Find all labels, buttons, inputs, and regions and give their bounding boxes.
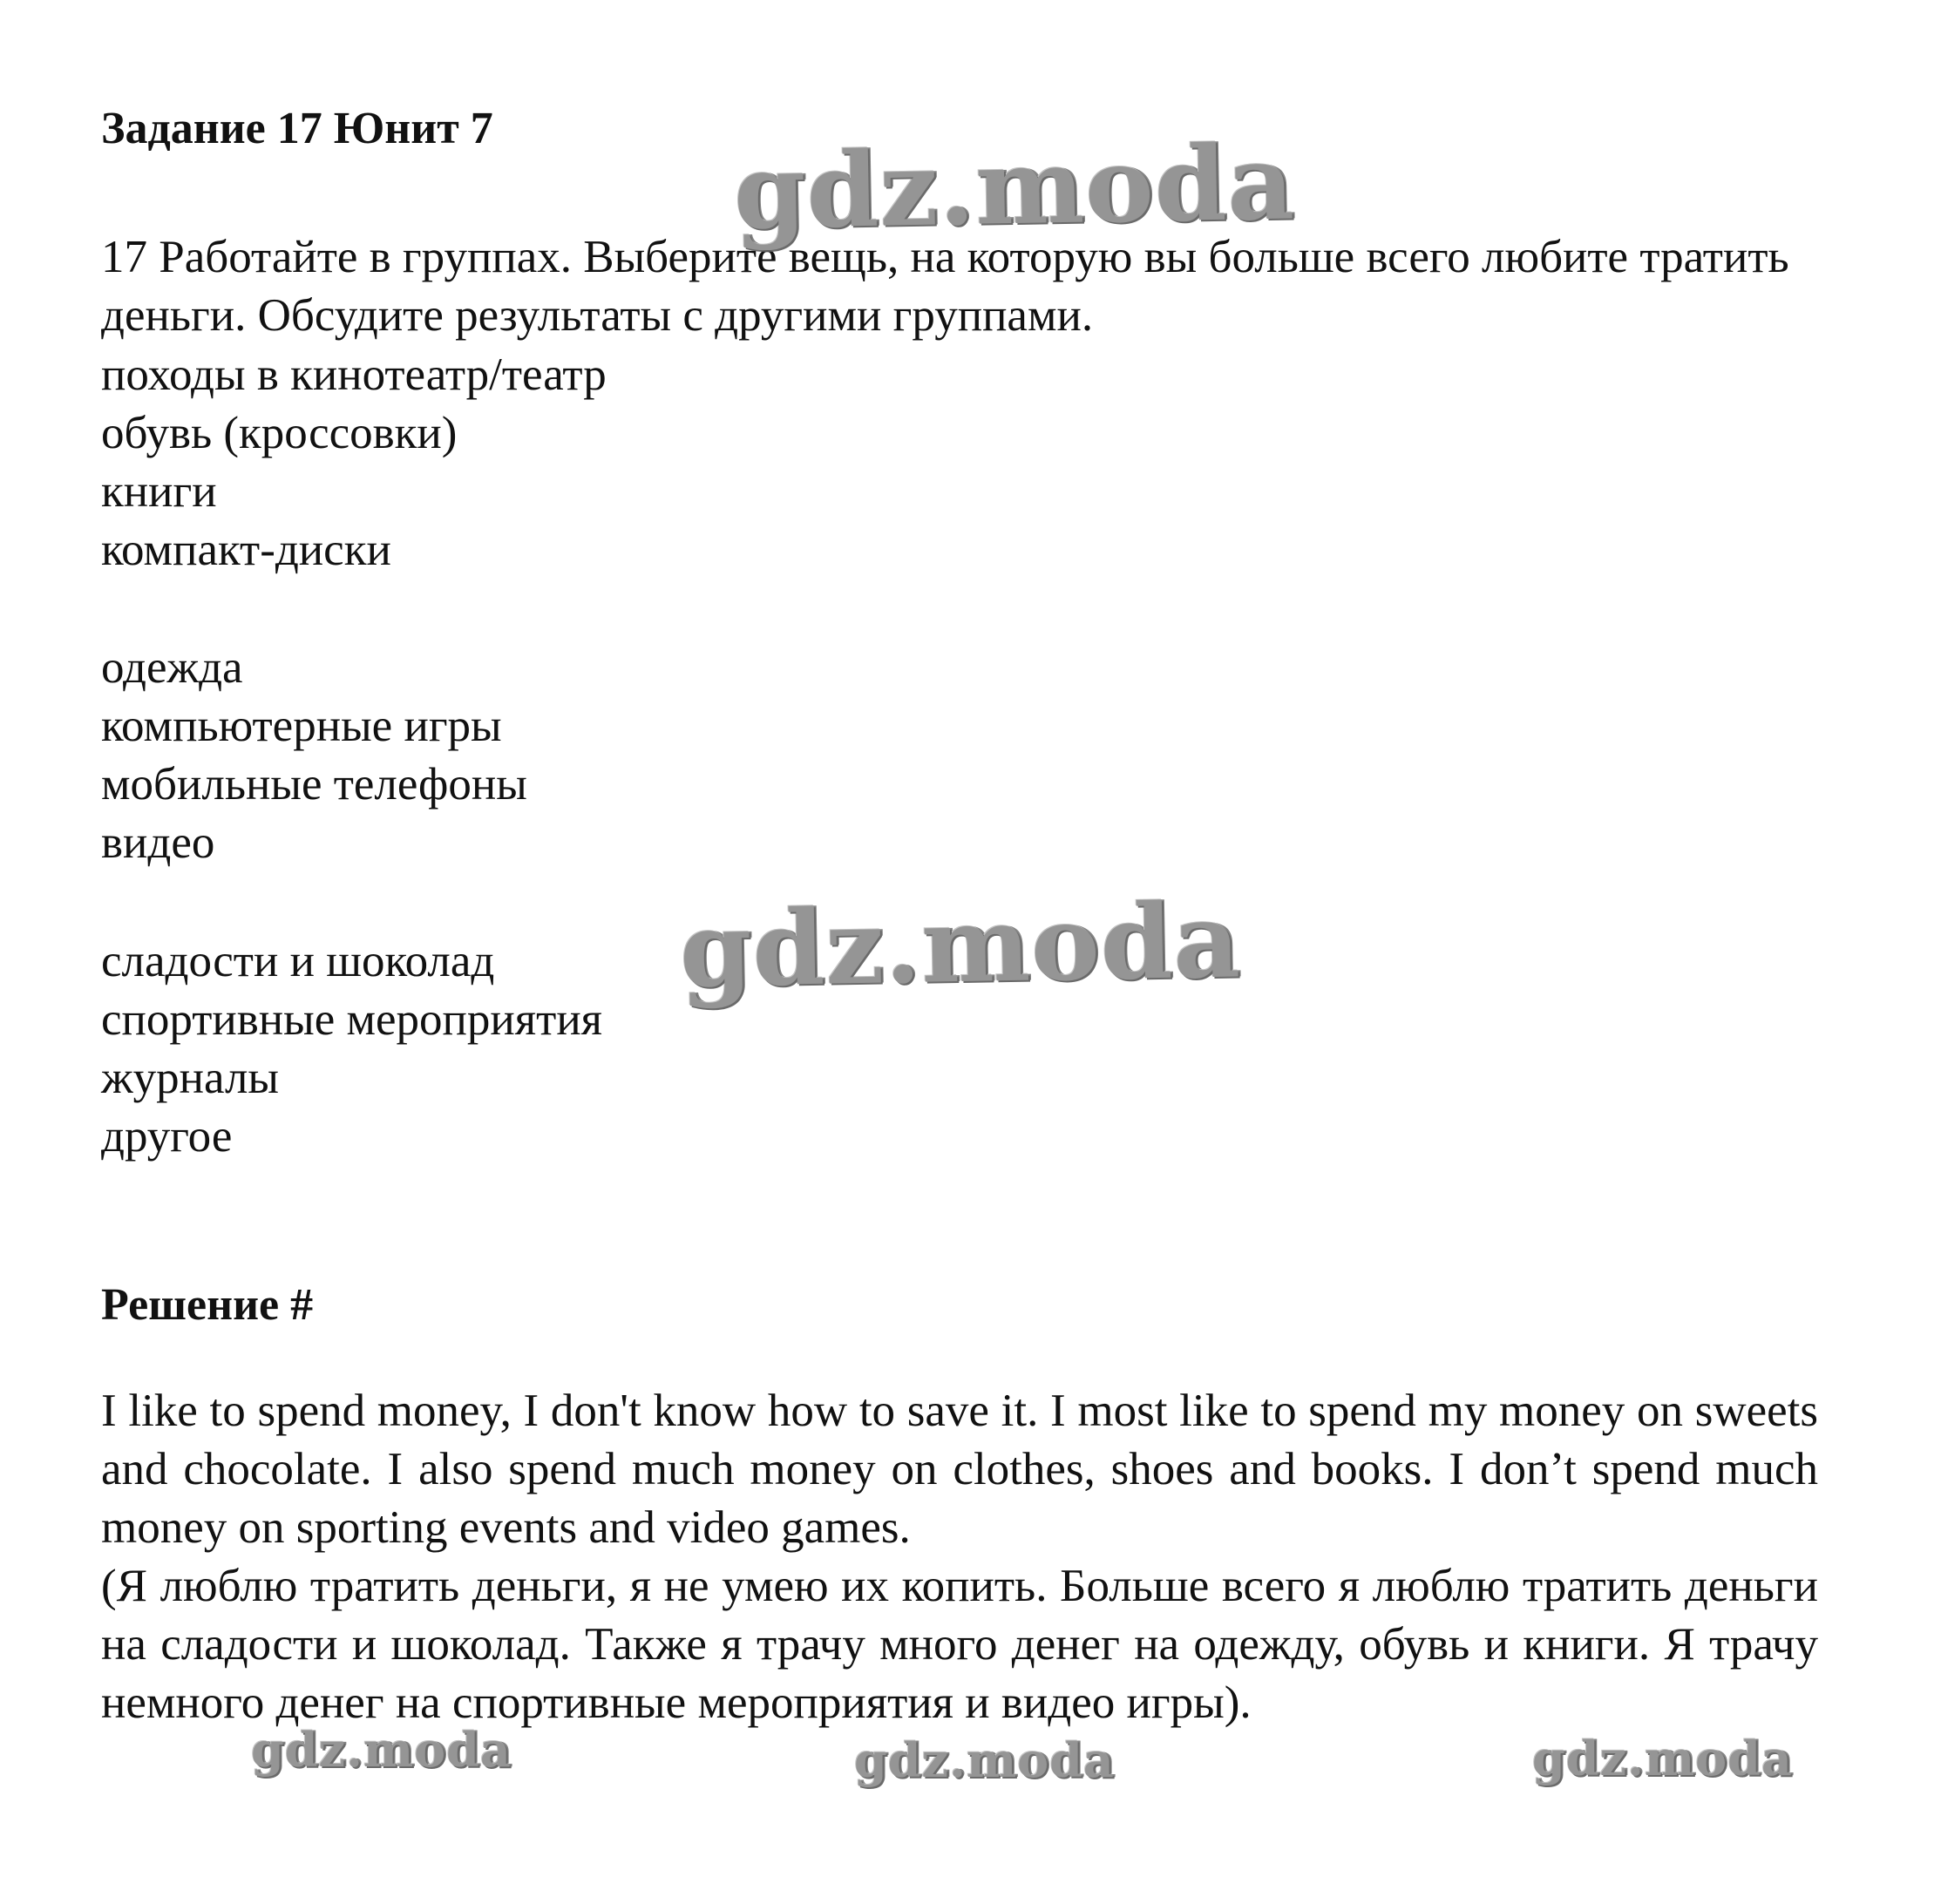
list-item: другое [101, 1111, 233, 1162]
list-item: обувь (кроссовки) [101, 408, 458, 458]
list-item: сладости и шоколад [101, 936, 495, 986]
list-item: спортивные мероприятия [101, 994, 603, 1045]
watermark-bottom-left: gdz.moda [251, 1722, 512, 1778]
solution-title: Решение # [101, 1280, 314, 1330]
list-item: компакт-диски [101, 525, 391, 575]
answer-english: I like to spend money, I don't know how to save it. I most like to spend my money on sweets and chocolate. I also spend much money on clothes, shoes and books. I don’t spend much money on sporting events and video games. [101, 1386, 1818, 1553]
answer-russian: (Я люблю тратить деньги, я не умею их копить. Больше всего я люблю тратить деньги на сладости и шоколад. Также я трачу много денег на одежду, обувь и книги. Я трачу немного денег на спортивные мероприятия и видео игры). [101, 1561, 1818, 1728]
watermark-bottom-right: gdz.moda [1532, 1731, 1793, 1786]
task-instruction: 17 Работайте в группах. Выберите вещь, на которую вы больше всего любите тратить деньги. Обсудите результаты с другими группами. [101, 232, 1789, 341]
watermark-middle: gdz.moda [678, 879, 1242, 1011]
list-item: журналы [101, 1053, 280, 1103]
watermark-top: gdz.moda [732, 121, 1296, 253]
list-item: мобильные телефоны [101, 759, 527, 810]
list-item: видео [101, 817, 215, 868]
list-item: книги [101, 466, 217, 517]
watermark-bottom-center: gdz.moda [854, 1732, 1115, 1788]
list-item: компьютерные игры [101, 701, 502, 751]
list-item: одежда [101, 642, 243, 693]
task-title: Задание 17 Юнит 7 [101, 104, 493, 153]
list-item: походы в кинотеатр/театр [101, 349, 607, 400]
